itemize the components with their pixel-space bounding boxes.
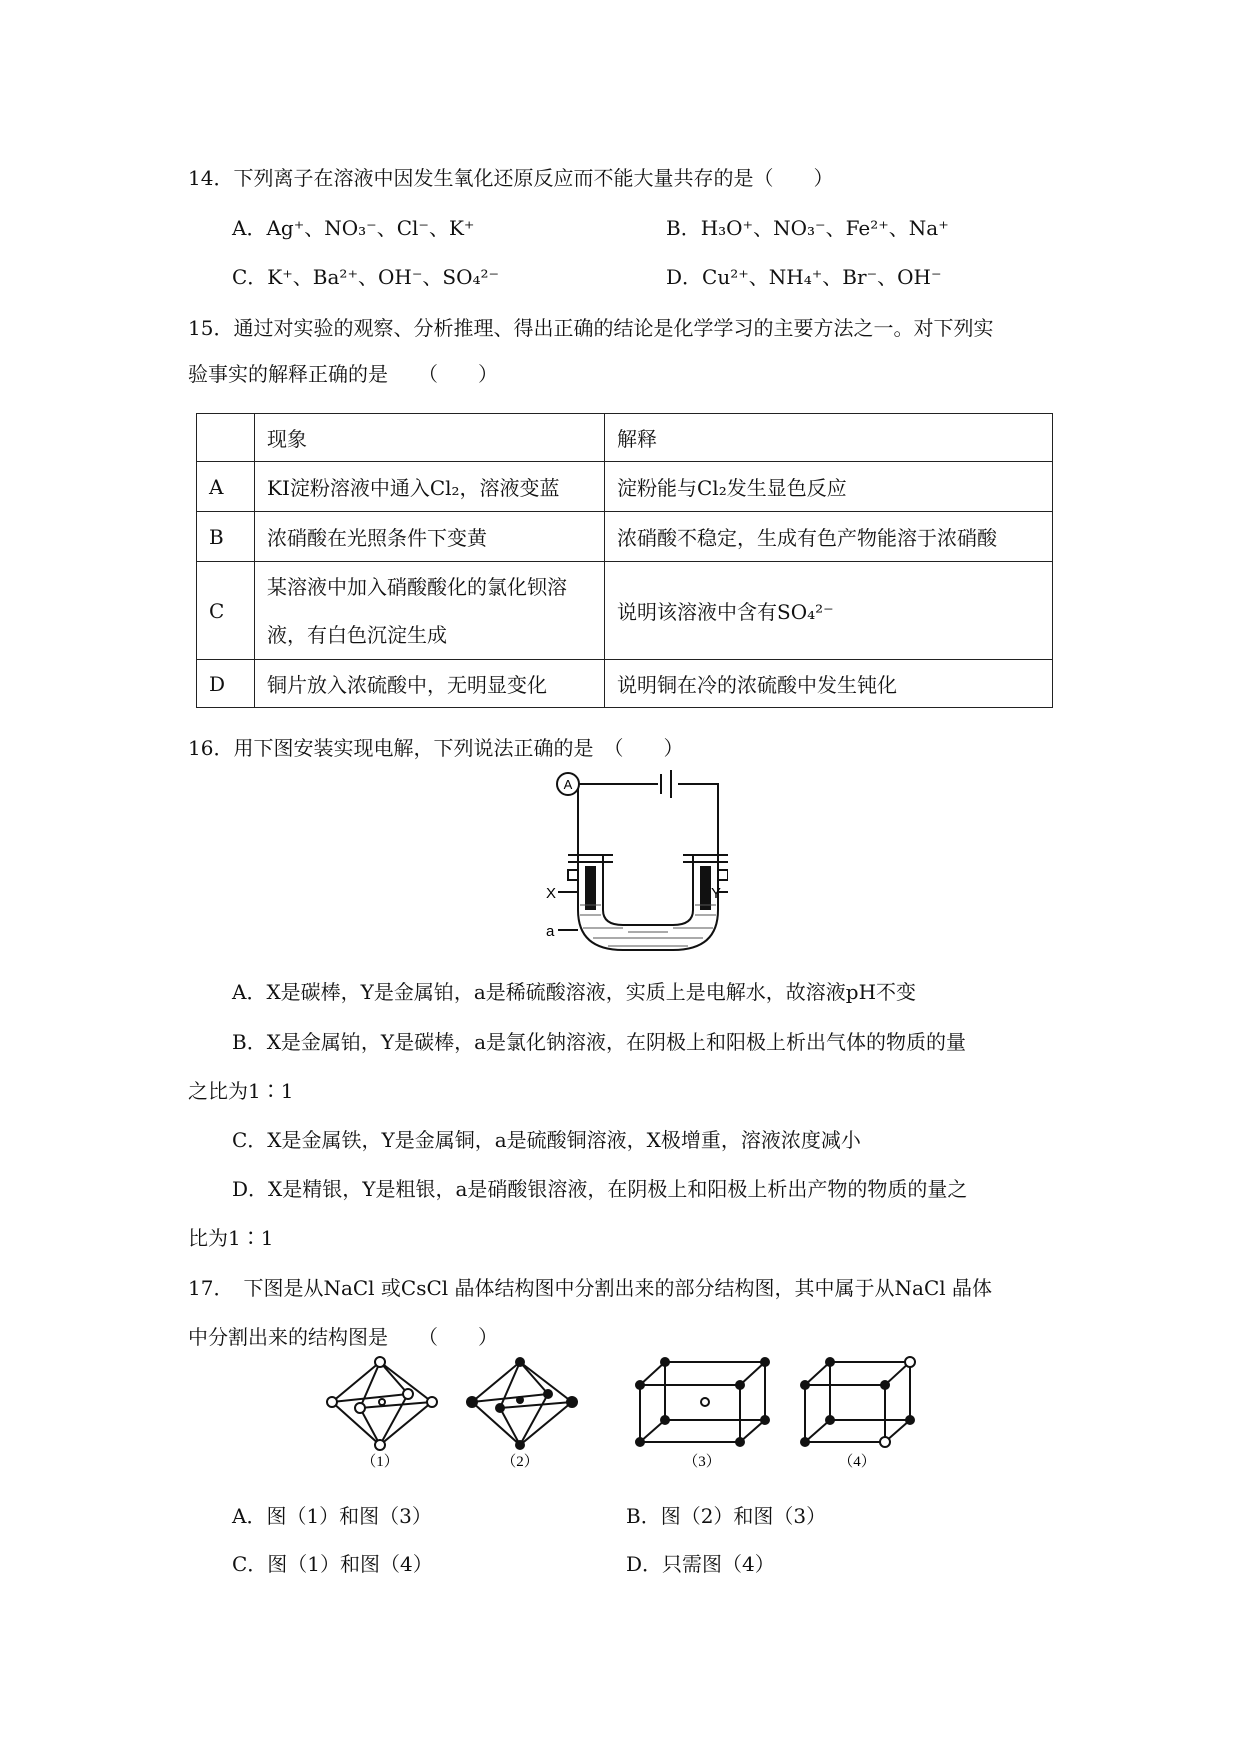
q16-option-c: C．X是金属铁，Y是金属铜，a是硫酸铜溶液，X极增重，溶液浓度减小 <box>232 1128 861 1152</box>
table-cell: 说明铜在冷的浓硫酸中发生钝化 <box>605 660 1053 708</box>
electrode-y <box>700 866 711 910</box>
q15-stem-line1: 15．通过对实验的观察、分析推理、得出正确的结论是化学学习的主要方法之一。对下列实 <box>188 316 994 340</box>
figure-label-1: （1） <box>361 1454 399 1470</box>
q17-stem-line1: 17． 下图是从NaCl 或CsCl 晶体结构图中分割出来的部分结构图，其中属于从NaCl 晶体 <box>188 1276 993 1300</box>
table-row <box>197 660 1053 708</box>
table-header-cell <box>197 414 255 462</box>
q14-option-b: B．H₃O⁺、NO₃⁻、Fe²⁺、Na⁺ <box>666 216 949 240</box>
q16-option-d-line1: D．X是精银，Y是粗银，a是硝酸银溶液，在阴极上和阳极上析出产物的物质的量之 <box>232 1177 968 1201</box>
table-header-cell: 解释 <box>605 414 1053 462</box>
q15-stem-line2: 验事实的解释正确的是 （ ） <box>188 362 498 386</box>
q17-option-a: A．图（1）和图（3） <box>232 1504 432 1528</box>
q17-stem-line2: 中分割出来的结构图是 （ ） <box>188 1325 498 1349</box>
solution-label: a <box>546 923 555 940</box>
table-cell: KI淀粉溶液中通入Cl₂，溶液变蓝 <box>255 462 605 512</box>
table-cell: 淀粉能与Cl₂发生显色反应 <box>605 462 1053 512</box>
table-header-cell: 现象 <box>255 414 605 462</box>
q16-option-b-line2: 之比为1∶1 <box>188 1079 294 1103</box>
figure-label-3: （3） <box>683 1454 721 1470</box>
table-row <box>197 462 1053 512</box>
table-cell: C <box>197 562 255 660</box>
q16-option-b-line1: B．X是金属铂，Y是碳棒，a是氯化钠溶液，在阴极上和阳极上析出气体的物质的量 <box>232 1030 967 1054</box>
q16-stem: 16．用下图安装实现电解，下列说法正确的是 （ ） <box>188 736 684 760</box>
table-cell: 铜片放入浓硫酸中，无明显变化 <box>255 660 605 708</box>
q16-option-a: A．X是碳棒，Y是金属铂，a是稀硫酸溶液，实质上是电解水，故溶液pH不变 <box>232 980 917 1004</box>
table-cell: B <box>197 512 255 562</box>
table-row <box>197 562 1053 660</box>
q14-option-d: D．Cu²⁺、NH₄⁺、Br⁻、OH⁻ <box>666 265 942 289</box>
figure-label-4: （4） <box>838 1454 876 1470</box>
ammeter-label: A <box>563 777 573 792</box>
q14-option-c: C．K⁺、Ba²⁺、OH⁻、SO₄²⁻ <box>232 265 500 289</box>
table-cell: 浓硝酸不稳定，生成有色产物能溶于浓硝酸 <box>605 512 1053 562</box>
q14-option-a: A．Ag⁺、NO₃⁻、Cl⁻、K⁺ <box>232 216 475 240</box>
table-cell: 浓硝酸在光照条件下变黄 <box>255 512 605 562</box>
table-cell: A <box>197 462 255 512</box>
figure-label-2: （2） <box>501 1454 539 1470</box>
electrode-x-label: X <box>546 885 557 902</box>
table-cell: 某溶液中加入硝酸酸化的氯化钡溶液，有白色沉淀生成 <box>255 562 605 660</box>
electrode-x <box>585 866 596 910</box>
electrode-y-label: Y <box>711 885 722 902</box>
table-cell: 说明该溶液中含有SO₄²⁻ <box>605 562 1053 660</box>
crystal-structure-figures <box>320 1350 940 1470</box>
q14-stem: 14．下列离子在溶液中因发生氧化还原反应而不能大量共存的是（ ） <box>188 166 834 190</box>
q17-option-d: D．只需图（4） <box>626 1552 775 1576</box>
table-cell: D <box>197 660 255 708</box>
q17-option-c: C．图（1）和图（4） <box>232 1552 433 1576</box>
electrolysis-u-tube-figure <box>528 770 728 955</box>
table-row <box>197 512 1053 562</box>
q17-option-b: B．图（2）和图（3） <box>626 1504 827 1528</box>
table-header-row <box>197 414 1053 462</box>
q16-option-d-line2: 比为1∶1 <box>188 1226 274 1250</box>
q15-table <box>196 413 1053 708</box>
